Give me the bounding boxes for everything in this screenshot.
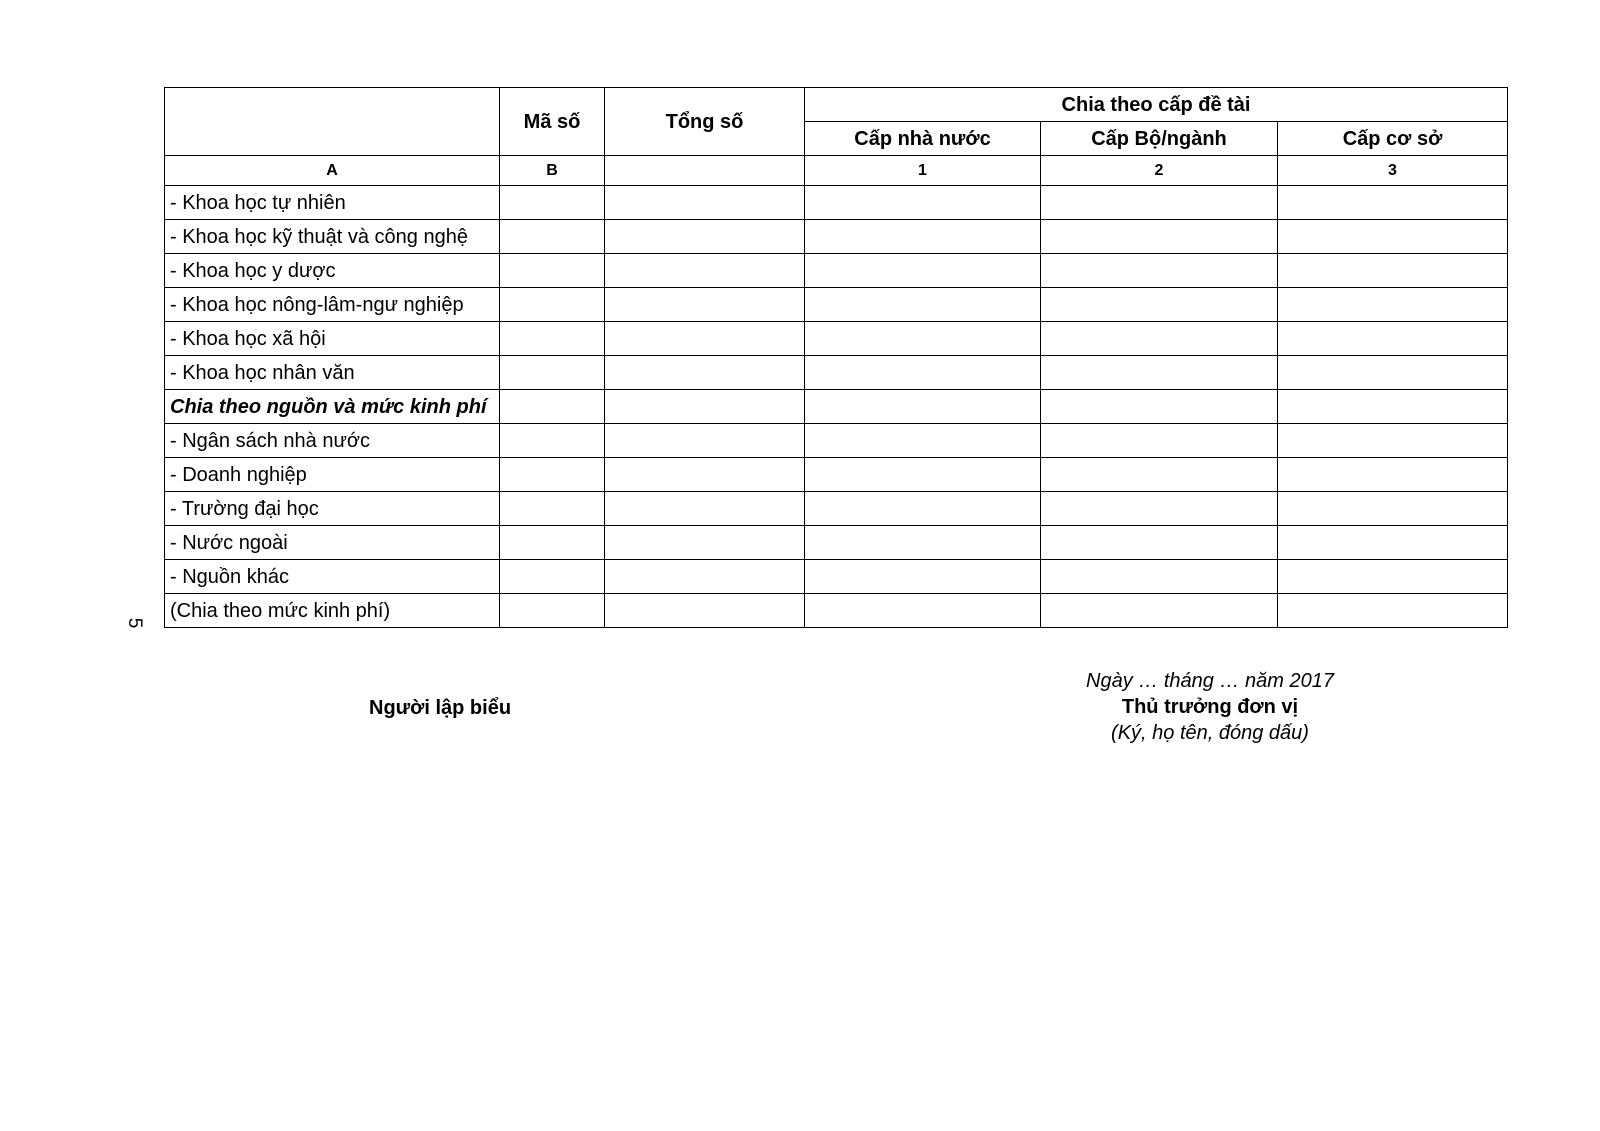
column-code [605, 156, 805, 186]
header-cap-co-so: Cấp cơ sở [1278, 122, 1508, 156]
header-group: Chia theo cấp đề tài [805, 88, 1508, 122]
empty-cell [605, 390, 805, 424]
header-cap-bo-nganh: Cấp Bộ/ngành [1041, 122, 1278, 156]
header-tong-so: Tổng số [605, 88, 805, 156]
empty-cell [605, 526, 805, 560]
empty-cell [805, 186, 1041, 220]
empty-cell [1041, 390, 1278, 424]
empty-cell [605, 254, 805, 288]
empty-cell [1041, 458, 1278, 492]
empty-cell [500, 390, 605, 424]
column-code: 1 [805, 156, 1041, 186]
header-ma-so: Mã số [500, 88, 605, 156]
header-cap-nha-nuoc: Cấp nhà nước [805, 122, 1041, 156]
statistics-table [164, 87, 1508, 628]
empty-cell [1278, 424, 1508, 458]
empty-cell [805, 322, 1041, 356]
empty-cell [500, 424, 605, 458]
empty-cell [500, 560, 605, 594]
row-label: (Chia theo mức kinh phí) [165, 594, 500, 628]
signature-head: Thủ trưởng đơn vị [1121, 696, 1299, 718]
row-label: - Khoa học tự nhiên [165, 186, 500, 220]
empty-cell [1041, 560, 1278, 594]
empty-cell [500, 594, 605, 628]
column-code-row [165, 156, 1508, 186]
signature-date: Ngày … tháng … năm 2017 [1086, 670, 1334, 692]
row-label: - Khoa học kỹ thuật và công nghệ [165, 220, 500, 254]
empty-cell [805, 594, 1041, 628]
row-label: - Nước ngoài [165, 526, 500, 560]
table-row [165, 594, 1508, 628]
empty-cell [605, 424, 805, 458]
page-number: 5 [124, 617, 145, 629]
empty-cell [500, 322, 605, 356]
empty-cell [605, 322, 805, 356]
empty-cell [500, 220, 605, 254]
empty-cell [605, 288, 805, 322]
empty-cell [1278, 254, 1508, 288]
empty-cell [805, 492, 1041, 526]
empty-cell [805, 458, 1041, 492]
column-code: B [500, 156, 605, 186]
empty-cell [805, 288, 1041, 322]
table-row [165, 322, 1508, 356]
row-label: - Ngân sách nhà nước [165, 424, 500, 458]
table-row [165, 526, 1508, 560]
empty-cell [1041, 186, 1278, 220]
signature-block [1060, 668, 1360, 746]
column-code: 2 [1041, 156, 1278, 186]
table-row [165, 186, 1508, 220]
empty-cell [1041, 492, 1278, 526]
table-row [165, 254, 1508, 288]
empty-cell [1278, 288, 1508, 322]
column-code: A [165, 156, 500, 186]
empty-cell [1041, 594, 1278, 628]
empty-cell [500, 186, 605, 220]
empty-cell [1278, 220, 1508, 254]
empty-cell [1041, 254, 1278, 288]
empty-cell [1278, 356, 1508, 390]
empty-cell [805, 560, 1041, 594]
table-row [165, 560, 1508, 594]
table-row [165, 424, 1508, 458]
empty-cell [805, 220, 1041, 254]
empty-cell [1278, 322, 1508, 356]
row-label: - Nguồn khác [165, 560, 500, 594]
empty-cell [1041, 288, 1278, 322]
empty-cell [805, 526, 1041, 560]
row-label: Chia theo nguồn và mức kinh phí [165, 390, 500, 424]
signature-note: (Ký, họ tên, đóng dấu) [1111, 722, 1309, 744]
empty-cell [605, 356, 805, 390]
empty-cell [1041, 220, 1278, 254]
table-row [165, 492, 1508, 526]
empty-cell [605, 594, 805, 628]
empty-cell [1278, 458, 1508, 492]
empty-cell [500, 254, 605, 288]
column-code: 3 [1278, 156, 1508, 186]
table-row [165, 458, 1508, 492]
empty-cell [500, 288, 605, 322]
empty-cell [500, 356, 605, 390]
table-row [165, 390, 1508, 424]
empty-cell [605, 220, 805, 254]
empty-cell [605, 186, 805, 220]
empty-cell [605, 560, 805, 594]
row-label: - Khoa học xã hội [165, 322, 500, 356]
empty-cell [500, 458, 605, 492]
empty-cell [500, 492, 605, 526]
empty-cell [1278, 526, 1508, 560]
empty-cell [1278, 186, 1508, 220]
empty-cell [1041, 322, 1278, 356]
table-row [165, 288, 1508, 322]
header-blank [165, 88, 500, 156]
empty-cell [1278, 390, 1508, 424]
empty-cell [1041, 356, 1278, 390]
empty-cell [1278, 594, 1508, 628]
empty-cell [805, 390, 1041, 424]
empty-cell [605, 458, 805, 492]
row-label: - Khoa học nhân văn [165, 356, 500, 390]
row-label: - Doanh nghiệp [165, 458, 500, 492]
empty-cell [605, 492, 805, 526]
empty-cell [500, 526, 605, 560]
row-label: - Khoa học y dược [165, 254, 500, 288]
preparer-label: Người lập biểu [369, 697, 512, 719]
empty-cell [805, 254, 1041, 288]
empty-cell [1041, 526, 1278, 560]
row-label: - Khoa học nông-lâm-ngư nghiệp [165, 288, 500, 322]
empty-cell [1278, 560, 1508, 594]
empty-cell [805, 424, 1041, 458]
table-row [165, 356, 1508, 390]
table-body [165, 186, 1508, 628]
empty-cell [1278, 492, 1508, 526]
empty-cell [805, 356, 1041, 390]
empty-cell [1041, 424, 1278, 458]
table-row [165, 220, 1508, 254]
row-label: - Trường đại học [165, 492, 500, 526]
